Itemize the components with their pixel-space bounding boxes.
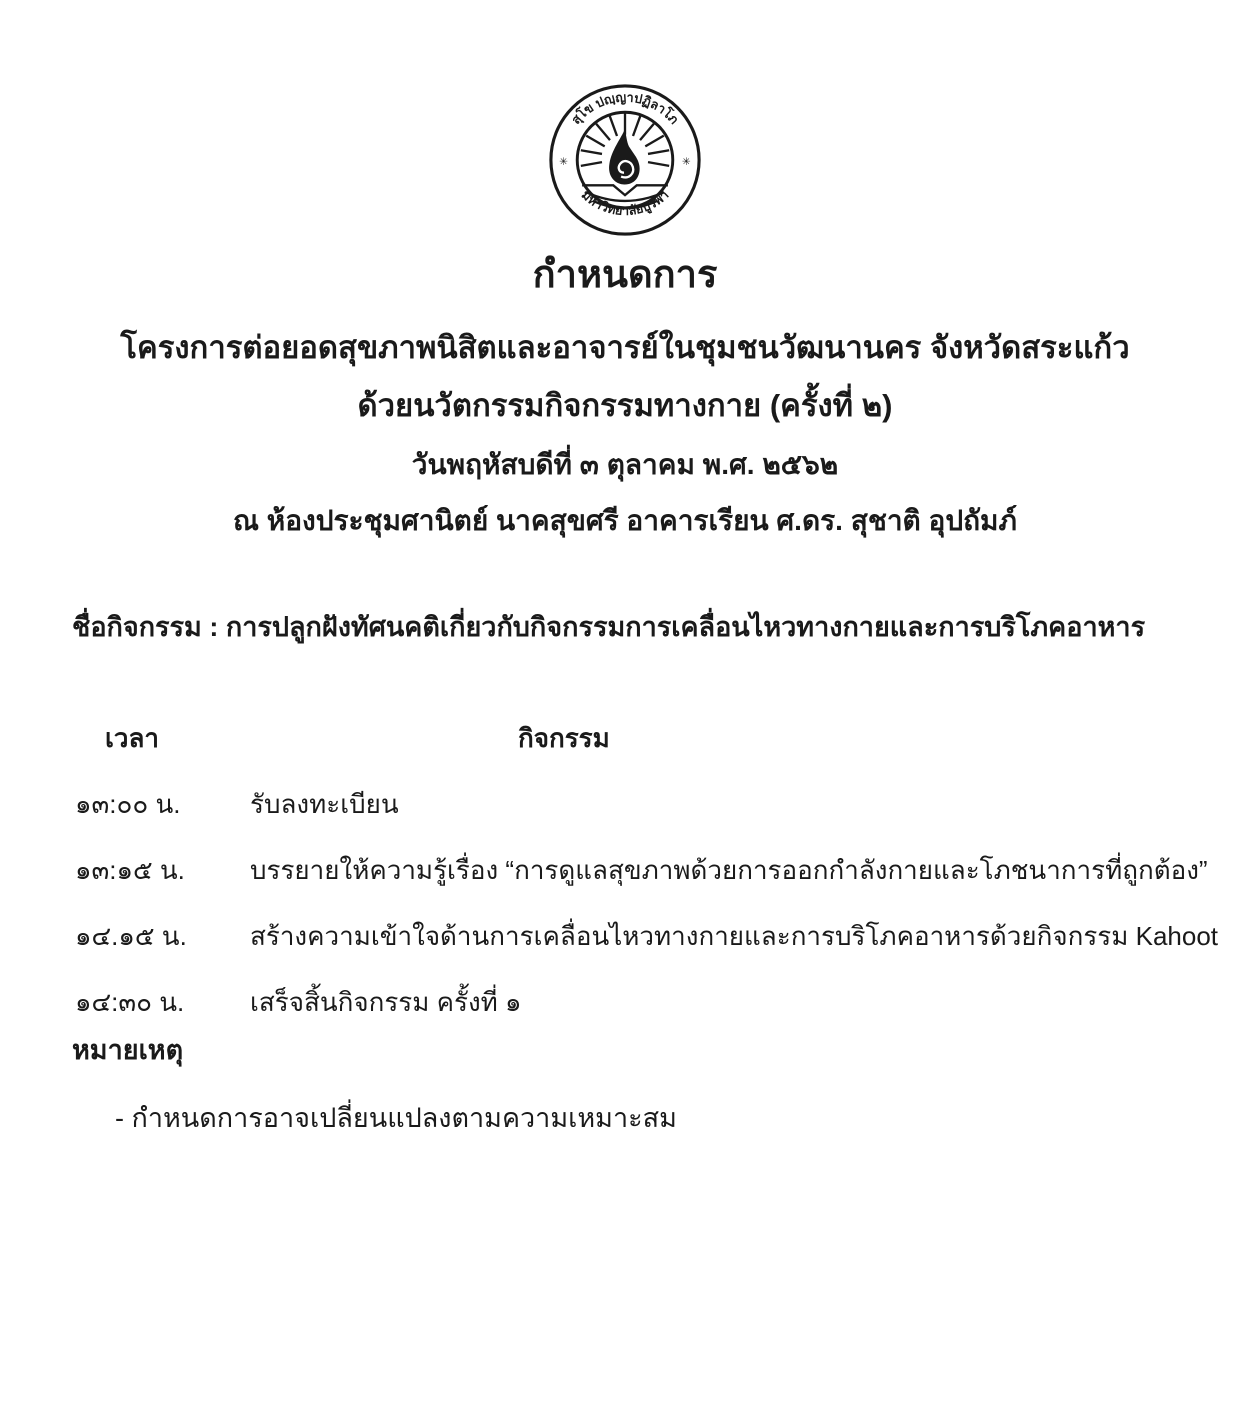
table-row [72, 916, 1220, 957]
burapha-seal-graphic [547, 82, 703, 238]
seal-motto-text: สุโข ปญฺญาปฏิลาโภ [568, 90, 682, 127]
university-logo [0, 82, 1250, 243]
schedule-table [72, 718, 1220, 1023]
event-venue: ณ ห้องประชุมศานิตย์ นาคสุขศรี อาคารเรียน ศ.ดร. สุชาติ อุปถัมภ์ [233, 505, 1017, 536]
schedule-time: ๑๓:๐๐ น. [75, 789, 181, 819]
table-row [72, 784, 1220, 825]
column-header-activity: กิจกรรม [518, 723, 610, 753]
seal-university-name-text: มหาวิทยาลัยบูรพา [578, 187, 672, 219]
notes-header: หมายเหตุ [72, 1035, 184, 1065]
project-title-line2: ด้วยนวัตกรรมกิจกรรมทางกาย (ครั้งที่ ๒) [357, 388, 893, 423]
seal-flame-icon [609, 129, 640, 185]
schedule-time: ๑๔:๓๐ น. [75, 987, 185, 1017]
notes-section [72, 1028, 1178, 1139]
seal-right-star-icon: ✳ [681, 155, 691, 168]
note-item: - กำหนดการอาจเปลี่ยนแปลงตามความเหมาะสม [115, 1103, 677, 1133]
table-row [72, 850, 1220, 891]
schedule-activity: เสร็จสิ้นกิจกรรม ครั้งที่ ๑ [250, 987, 522, 1017]
column-header-time: เวลา [105, 723, 160, 753]
schedule-activity: รับลงทะเบียน [250, 789, 399, 819]
schedule-activity: สร้างความเข้าใจด้านการเคลื่อนไหวทางกายและการบริโภคอาหารด้วยกิจกรรม Kahoot [250, 921, 1219, 951]
project-title-line1: โครงการต่อยอดสุขภาพนิสิตและอาจารย์ในชุมชนวัฒนานคร จังหวัดสระแก้ว [120, 330, 1130, 365]
table-row [72, 982, 1220, 1023]
schedule-header-row [72, 718, 1220, 759]
schedule-time: ๑๔.๑๕ น. [75, 921, 187, 951]
schedule-activity: บรรยายให้ความรู้เรื่อง “การดูแลสุขภาพด้วยการออกกำลังกายและโภชนาการที่ถูกต้อง” [250, 855, 1208, 885]
schedule-time: ๑๓:๑๕ น. [75, 855, 185, 885]
activity-name: ชื่อกิจกรรม : การปลูกฝังทัศนคติเกี่ยวกับกิจกรรมการเคลื่อนไหวทางกายและการบริโภคอาหาร [72, 612, 1146, 642]
seal-left-star-icon: ✳ [559, 155, 569, 168]
event-date: วันพฤหัสบดีที่ ๓ ตุลาคม พ.ศ. ๒๕๖๒ [411, 449, 839, 480]
page-title: กำหนดการ [532, 254, 718, 296]
